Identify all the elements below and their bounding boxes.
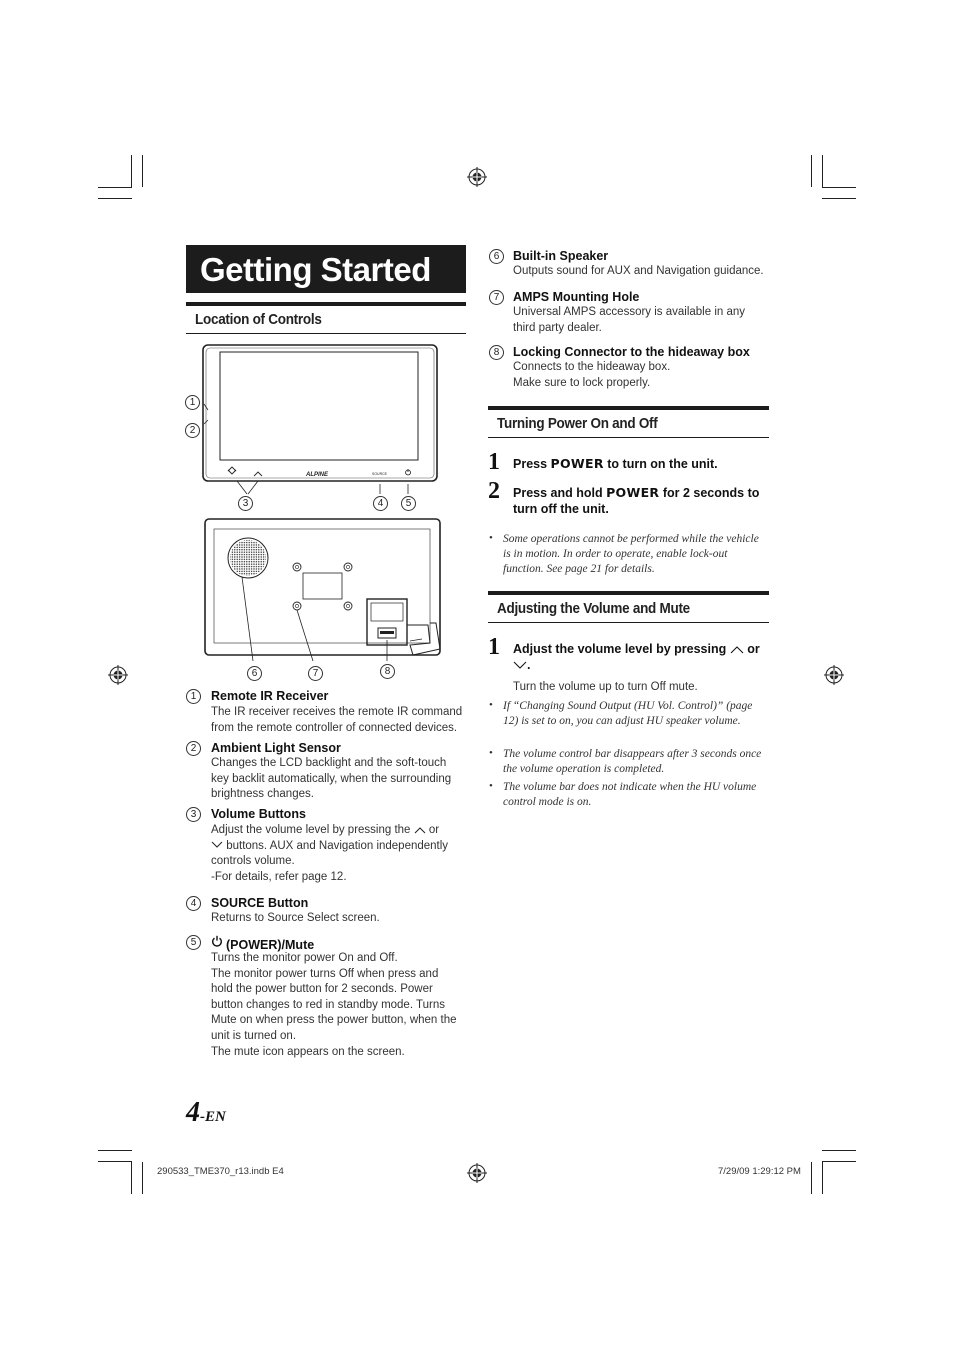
footer-file-name: 290533_TME370_r13.indb E4 <box>157 1166 284 1177</box>
volume-note-1-bullet: • <box>489 699 493 711</box>
volume-note-3-bullet: • <box>489 780 493 792</box>
power-note: Some operations cannot be performed while the vehicle is in motion. In order to operate, enable lock-out function. See page 21 for details. <box>503 533 759 575</box>
callout-3: 3 <box>238 496 253 511</box>
item-6-desc: Outputs sound for AUX and Navigation guidance. <box>513 265 764 277</box>
item-3-title: Volume Buttons <box>211 807 306 821</box>
power-key-label: POWER <box>606 485 660 500</box>
diagram-brand-label: ALPINE <box>306 472 329 478</box>
item-2-desc: Changes the LCD backlight and the soft-touch key backlit automatically, when the surrounding brightness changes. <box>211 757 452 800</box>
power-step-2-text: Press and hold POWER for 2 seconds to turn off the unit. <box>513 485 760 516</box>
callout-8: 8 <box>380 664 395 679</box>
volume-step-1-number: 1 <box>488 634 500 660</box>
power-step-1-number: 1 <box>488 449 500 475</box>
item-1-number: 1 <box>186 689 201 704</box>
item-5-number: 5 <box>186 935 201 950</box>
power-step-2-number: 2 <box>488 478 500 504</box>
volume-step-1-text: Adjust the volume level by pressing or . <box>513 642 760 672</box>
item-8-number: 8 <box>489 345 504 360</box>
location-of-controls-heading: Location of Controls <box>186 302 466 334</box>
footer-timestamp: 7/29/09 1:29:12 PM <box>718 1166 801 1177</box>
item-5-title: (POWER)/Mute <box>226 938 315 952</box>
volume-down-icon <box>513 661 527 670</box>
item-6-title: Built-in Speaker <box>513 249 609 263</box>
power-note-bullet: • <box>489 532 493 544</box>
chapter-banner <box>186 245 466 293</box>
item-1-desc: The IR receiver receives the remote IR command from the remote controller of connected devices. <box>211 706 463 734</box>
item-4-number: 4 <box>186 896 201 911</box>
callout-1: 1 <box>185 395 200 410</box>
volume-down-icon <box>211 841 223 849</box>
item-7-number: 7 <box>489 290 504 305</box>
power-heading: Turning Power On and Off <box>488 406 769 438</box>
item-2-title: Ambient Light Sensor <box>211 741 341 755</box>
volume-heading: Adjusting the Volume and Mute <box>488 591 769 623</box>
volume-note-2-bullet: • <box>489 747 493 759</box>
item-8-title: Locking Connector to the hideaway box <box>513 345 750 359</box>
front-view-diagram <box>180 340 445 515</box>
volume-up-icon <box>414 826 426 834</box>
registration-mark-left-icon <box>108 665 128 685</box>
registration-mark-top-icon <box>467 167 487 187</box>
callout-6: 6 <box>247 666 262 681</box>
power-key-label: POWER <box>550 456 604 471</box>
diagram-source-label: SOURCE <box>372 472 387 476</box>
callout-5: 5 <box>401 496 416 511</box>
callout-7: 7 <box>308 666 323 681</box>
page-number: 4-EN <box>186 1097 226 1128</box>
callout-2: 2 <box>185 423 200 438</box>
registration-mark-right-icon <box>824 665 844 685</box>
item-7-desc: Universal AMPS accessory is available in any third party dealer. <box>513 306 746 334</box>
item-4-title: SOURCE Button <box>211 896 309 910</box>
item-1-title: Remote IR Receiver <box>211 689 329 703</box>
power-icon <box>211 935 223 947</box>
item-3-number: 3 <box>186 807 201 822</box>
volume-note-1: If “Changing Sound Output (HU Vol. Control)” (page 12) is set to on, you can adjust HU speaker volume. <box>503 700 753 727</box>
item-3-desc: Adjust the volume level by pressing the or buttons. AUX and Navigation independently controls volume. -For details, refer page 12. <box>211 824 449 883</box>
volume-up-icon <box>730 645 744 654</box>
chapter-title: Getting Started <box>200 251 431 288</box>
item-7-title: AMPS Mounting Hole <box>513 290 640 304</box>
item-5-desc: Turns the monitor power On and Off. The monitor power turns Off when press and hold the power button for 2 seconds. Power button changes to red in standby mode. Turns Mute on when press the power button, when the unit is turned on. The mute icon appears on the screen. <box>211 952 457 1058</box>
item-8-desc: Connects to the hideaway box. Make sure to lock properly. <box>513 361 671 389</box>
rear-view-diagram <box>200 515 450 665</box>
volume-note-2: The volume control bar disappears after 3 seconds once the volume operation is completed. <box>503 748 762 775</box>
power-step-1-text: Press POWER to turn on the unit. <box>513 456 718 471</box>
item-6-number: 6 <box>489 249 504 264</box>
volume-note-3: The volume bar does not indicate when the HU volume control mode is on. <box>503 781 757 808</box>
registration-mark-bottom-icon <box>467 1163 487 1183</box>
item-4-desc: Returns to Source Select screen. <box>211 912 380 924</box>
volume-sub-text: Turn the volume up to turn Off mute. <box>513 681 698 693</box>
item-2-number: 2 <box>186 741 201 756</box>
callout-4: 4 <box>373 496 388 511</box>
